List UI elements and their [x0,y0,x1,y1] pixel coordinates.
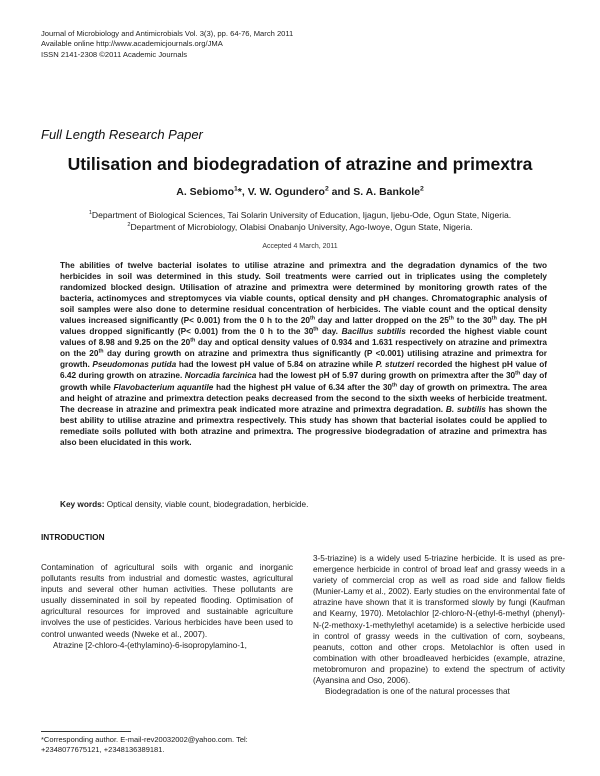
journal-issn: ISSN 2141-2308 ©2011 Academic Journals [41,49,188,59]
affiliation-marker: 2 [324,185,329,193]
abstract-text: has shown the best ability to utilise atrazine and primextra respectively. This study has shown that bacterial isolates could be applied to remediate soils polluted with both atrazine and primextra. The progressive biodegradation of atrazine and primextra has also been elucidated in this work. [60,404,548,447]
ordinal-suffix: th [309,315,316,322]
affiliation-number: 2 [127,221,131,228]
abstract-text: day and latter dropped on the 25 [315,316,449,326]
affiliation-marker: 2 [419,185,424,193]
abstract-text: recorded the highest pH value of 6.42 during growth on atrazine. [60,360,547,381]
affiliation-marker: 1 [234,185,238,193]
abstract-text: day during growth on atrazine and primextra thus significantly (P <0.001) utilising atrazine and primextra for growth. [60,349,547,370]
abstract-text: The abilities of twelve bacterial isolates to utilise atrazine and primextra and the degradation dynamics of the two herbicides in soil was determined in this study. Soil treatments were carried out in triplicates using the completely randomized blocked design. Utilisation of atrazine and primextra were determined by monitoring growth rates of the bacteria, actinomyces and streptomyces via viable counts, optical density and pH changes. Chromatographic analysis of soil samples were also done to determine residual concentration of herbicides. The viable count and the optical density values increased significantly (P< 0.001) from the 0 h to the 20 [60,261,547,326]
ordinal-suffix: th [491,315,497,322]
corresponding-author-footnote: *Corresponding author. E-mail-rev20032002@yahoo.com. Tel: +2348077675121, +2348136389181. [41,735,248,754]
author-list [0,186,600,198]
species-name: Bacillus subtilis [341,327,406,337]
ordinal-suffix: th [392,381,398,388]
paragraph: Atrazine [2-chloro-4-(ethylamino)-6-isopropylamino-1, [53,640,247,650]
affiliations [0,210,600,233]
body-column-right [313,553,565,697]
paragraph: 3-5-triazine) is a widely used 5-triazine herbicide. It is used as pre-emergence herbicide in control of broad leaf and grassy weeds in a variety of commercial crop as well as road side and fallow fields (Munier-Lamy et al., 2002). Early studies on the environmental fate of atrazine have shown that it is transformed slowly by fungi (Kaufman and Kearny, 1970). Metolachlor [2-chloro-N-(ethyl-6-methyl (phenyl)-N-(2-methoxy-1-methylethyl acetamide) is a selective herbicide used in control of grassy weeds in the cultivation of corn, soybeans, peanuts, cotton and other crops. Metolachlor is often used in combination with other broadleaved herbicides (example, atrazine, metobromuron and propazine) to extend the spectrum of activity (Ayansina and Oso, 2006). [313,554,565,686]
abstract-text: to the 30 [453,316,492,326]
journal-header [41,29,293,60]
species-name: P. stutzeri [375,360,415,370]
ordinal-suffix: th [313,326,319,333]
keywords [60,500,547,509]
keywords-text: Optical density, viable count, biodegradation, herbicide. [104,500,309,509]
abstract-text: recorded the highest viable count values of 8.98 and 9.25 on the 20 [60,327,547,348]
affiliation-number: 1 [88,210,92,217]
ordinal-suffix: th [190,337,196,344]
journal-citation: Journal of Microbiology and Antimicrobials Vol. 3(3), pp. 64-76, March 2011 [41,29,294,38]
journal-url[interactable]: Available online http://www.academicjournals.org/JMA [41,39,223,49]
accepted-date: Accepted 4 March, 2011 [262,243,338,250]
paper-type: Full Length Research Paper [41,127,203,142]
ordinal-suffix: th [448,315,454,322]
abstract-text: day. [318,327,342,337]
affiliation-text: Department of Microbiology, Olabisi Onabanjo University, Ago-Iwoye, Ogun State, Nigeria. [130,221,473,232]
section-heading-introduction: INTRODUCTION [41,532,105,542]
abstract-text: day. The pH values dropped significantly (P< 0.001) from the 0 h to the 30 [60,316,547,337]
affiliation-1 [0,210,600,222]
affiliation-2 [0,222,600,234]
keywords-label: Key words: [60,500,105,509]
affiliation-text: Department of Biological Sciences, Tai Solarin University of Education, Ijagun, Ijebu-Ode, Ogun State, Nigeria. [91,210,512,220]
abstract [60,260,547,448]
corresponding-marker: * [237,186,242,198]
species-name: B. subtilis [445,404,486,414]
paper-title: Utilisation and biodegradation of atrazine and primextra [67,154,533,174]
abstract-text: day of growth while [60,371,547,392]
abstract-text: day and optical density values of 0.934 and 1.631 respectively on atrazine and primextra on the 20 [60,338,547,359]
paragraph: Biodegradation is one of the natural processes that [325,687,510,697]
species-name: Flavobacterium aquantile [113,382,214,392]
author-name: and S. A. Bankole [328,186,420,198]
abstract-text: day of growth on primextra. The area and height of atrazine and primextra detection peaks decreased from the second to the sixth weeks of herbicide treatment. The decrease in atrazine and primextra peak indicated more atrazine and primextra degradation. [60,382,547,414]
abstract-text: had the lowest pH value of 5.84 on atrazine while [176,360,376,370]
body-column-left [41,562,293,651]
abstract-text: had the lowest pH of 5.97 during growth on primextra after the 30 [256,371,516,381]
species-name: Norcadia farcinica [184,371,257,381]
ordinal-suffix: th [515,370,521,377]
footnote-divider [41,731,131,732]
paragraph: Contamination of agricultural soils with organic and inorganic pollutants results from industrial and domestic wastes, agricultural inputs and several other human activities. These pollutants are usually disseminated in soil by repeated flooding. Optimisation of agricultural resources for improved and sustainable agriculture involves the use of pesticides. Various herbicides have been used to control unwanted weeds (Nweke et al., 2007). [41,563,293,639]
species-name: Pseudomonas putida [92,360,177,370]
author-name: , V. W. Ogundero [241,186,325,198]
author-name: A. Sebiomo [176,186,234,198]
ordinal-suffix: th [98,348,104,355]
abstract-text: had the highest pH value of 6.34 after the 30 [213,382,393,392]
